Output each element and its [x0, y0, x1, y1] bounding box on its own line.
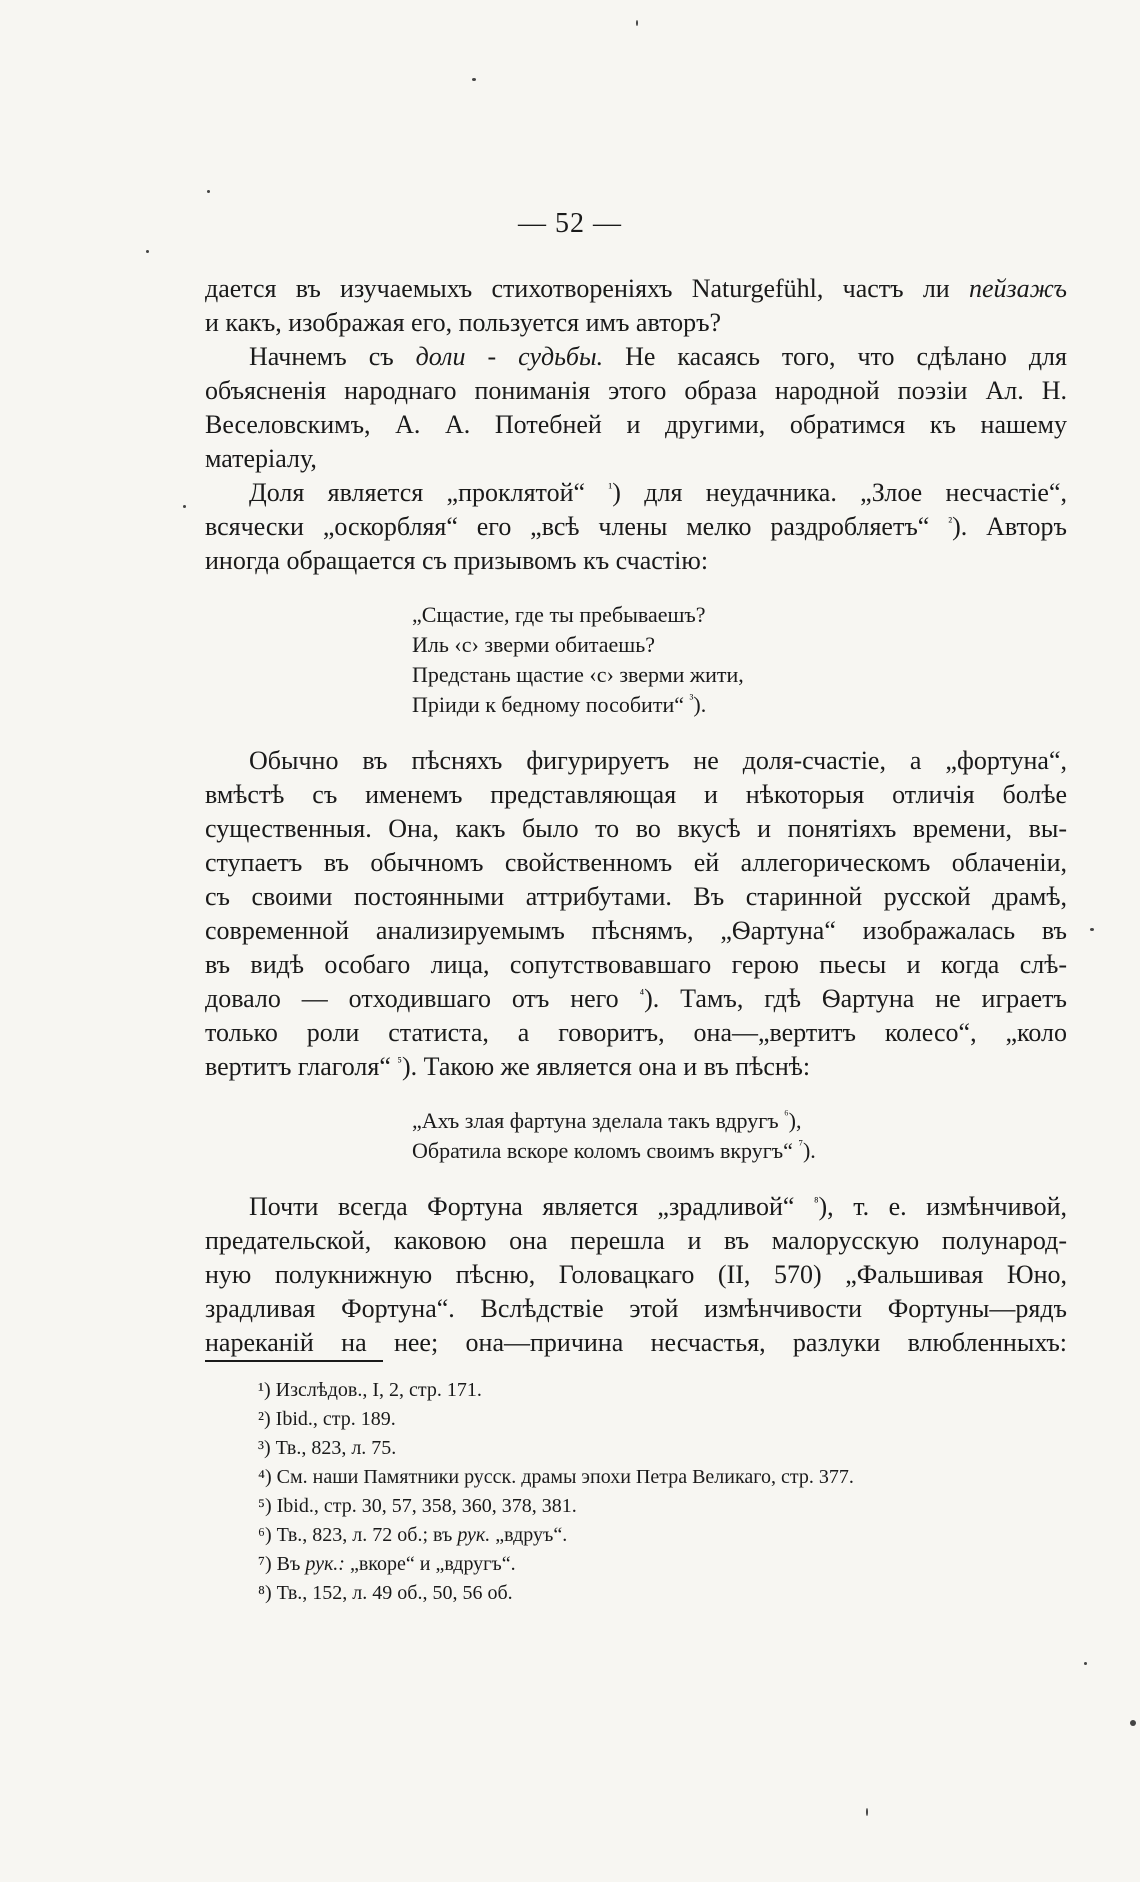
paragraph-4: Обычно въ пѣсняхъ фигурируетъ не доля-счастіе, а „фортуна“, вмѣстѣ съ именемъ представляющая и нѣкоторыя отличія болѣе существенныя. Она, какъ было то во вкусѣ и понятіяхъ времени, вы- ступаетъ въ обычномъ свойственномъ ей аллегорическомъ облаченіи, съ своими постоянными аттрибутами. Въ старинной русской драмѣ, современной анализируемымъ пѣснямъ, „Ѳартуна“ изображалась въ въ видѣ особаго лица, сопутствовавшаго герою пьесы и когда слѣ- довало — отходившаго отъ него $^{^4}$). Тамъ, гдѣ Ѳартуна не играетъ только роли статиста, а говоритъ, она—„вертитъ колесо“, „коло вертитъ глаголя“ $^{^5}$). Такою же является она и въ пѣснѣ:	[205, 746, 1067, 1081]
scan-speck	[207, 190, 210, 193]
footnote-7: ⁷) Въ рук.: „вкоре“ и „вдругъ“.	[258, 1553, 516, 1575]
footnote-ref: ¹	[608, 480, 613, 495]
footnote-4: ⁴) См. наши Памятники русск. драмы эпохи Петра Великаго, стр. 377.	[258, 1466, 854, 1488]
footnote-ref: ⁴	[639, 986, 645, 1001]
scan-speck	[472, 78, 476, 81]
footnote-2: ²) Ibid., стр. 189.	[258, 1408, 396, 1430]
footnote-6: ⁶) Тв., 823, л. 72 об.; въ рук. „вдруъ“.	[258, 1524, 568, 1546]
scan-speck	[183, 505, 186, 508]
italic-term: пейзажъ	[968, 274, 1067, 303]
page-number: — 52 —	[518, 208, 622, 239]
footnote-3: ³) Тв., 823, л. 75.	[258, 1437, 397, 1459]
footnote-1: ¹) Изслѣдов., I, 2, стр. 171.	[258, 1379, 482, 1401]
scan-speck	[866, 1808, 868, 1816]
italic-term: доли - судьбы.	[415, 342, 604, 371]
main-text	[205, 272, 1067, 1360]
scan-speck	[1084, 1662, 1087, 1665]
footnote-8: ⁸) Тв., 152, л. 49 об., 50, 56 об.	[258, 1582, 513, 1604]
footnote-ref: ²	[948, 514, 953, 529]
scan-speck	[1090, 928, 1094, 931]
paragraph-5: Почти всегда Фортуна является „зрадливой“ $^{^8}$), т. е. измѣнчивой, предательской, каковою она перешла и въ малорусскую полународ- ную полукнижную пѣсню, Головацкаго (II, 570) „Фальшивая Юно, зрадливая Фортуна“. Вслѣдствіе этой измѣнчивости Фортуны—рядъ нареканій на нее; она—причина несчастья, разлуки влюбленныхъ:	[205, 1192, 1067, 1357]
footnote-ref: ⁷	[798, 1137, 803, 1152]
footnote-divider	[205, 1360, 383, 1362]
paragraph-2: Начнемъ съ доли - судьбы. Не касаясь того, что сдѣлано для объясненія народнаго пониманія этого образа народной поэзіи Ал. Н. Веселовскимъ, А. А. Потебней и другими, обратимся къ нашему матеріалу,	[205, 342, 1067, 473]
footnotes	[258, 1376, 1018, 1608]
scan-speck	[1130, 1720, 1136, 1726]
footnote-ref: ⁶	[784, 1107, 789, 1122]
verse-quote-1: „Сщастие, где ты пребываешъ? Иль ‹с› зверми обитаешь? Предстань щастие ‹с› зверми жити, Пріиди к бедному пособити“ $^{^3}$).	[412, 602, 744, 717]
paragraph-3: Доля является „проклятой“ $^{^1}$) для неудачника. „Злое несчастіе“, всячески „оскорбляя“ его „всѣ члены мелко раздробляетъ“ $^{^2}$). Авторъ иногда обращается съ призывомъ къ счастію:	[205, 478, 1067, 575]
scan-speck	[636, 20, 638, 26]
footnote-ref: ⁸	[813, 1194, 819, 1209]
footnote-5: ⁵) Ibid., стр. 30, 57, 358, 360, 378, 381.	[258, 1495, 577, 1517]
scan-speck	[146, 250, 149, 253]
footnote-ref: ³	[689, 691, 694, 706]
paragraph-1: дается въ изучаемыхъ стихотвореніяхъ Naturgefühl, частъ ли пейзажъ и какъ, изображая его, пользуется имъ авторъ?	[205, 274, 1067, 337]
verse-quote-2: „Ахъ злая фартуна зделала такъ вдругъ $^{^6}$), Обратила вскоре коломъ своимъ вкругъ“ $^{^7}$).	[412, 1107, 816, 1163]
footnote-ref: ⁵	[397, 1054, 402, 1069]
